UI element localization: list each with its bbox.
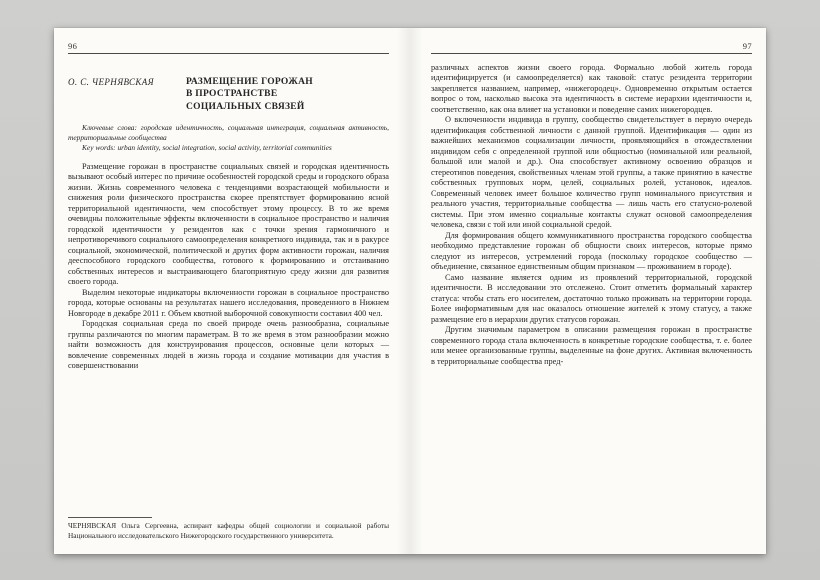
paragraph: различных аспектов жизни своего города. Формально любой житель города идентифицируется (и самоопределяется) как таковой: статус резидента территории закрепляется названием, например, «нижегородец». Одновременно открытым остается вопрос о том, насколько высока эта идентичность в системе иерархии идентичности и, соответственно, как она влияет на установки и поведение самих нижегородцев. — [431, 63, 752, 114]
paragraph: Выделим некоторые индикаторы включенности горожан в социальное пространство города, которые основаны на результатах нашего исследования, проведенного в Нижнем Новгороде в декабре 2011 г. Объем квотной выборочной совокупности составил 400 чел. — [68, 287, 389, 318]
page-header-left — [68, 41, 389, 54]
author-name: О. С. ЧЕРНЯВСКАЯ — [68, 77, 154, 87]
footnote-text: ЧЕРНЯВСКАЯ Ольга Сергеевна, аспирант кафедры общей социологии и социальной работы Национального исследовательского Нижегородского государственного университета. — [68, 521, 389, 540]
keywords-ru: Ключевые слова: городская идентичность, социальная интеграция, социальная активность, территориальные сообщества — [68, 123, 389, 142]
keywords-block — [68, 123, 389, 153]
article-title — [186, 76, 313, 113]
paragraph: Размещение горожан в пространстве социальных связей и городская идентичность вызывают особый интерес по причине особенностей городской среды и городского образа жизни. Жизнь современного человека с тенденциями возрастающей мобильности и снижения роли физического пространства скорее препятствует формированию ясной территориальной идентичности, чем способствует этому процессу. В то же время очевидны положительные эффекты включенности в социальное пространство и наличия городской идентичности у резидентов как с точки зрения гармоничного и непротиворечивого социального самоопределения конкретного индивида, так и в ракурсе социальной, экономической, политической и других форм активности горожан, наличия дееспособного городского сообщества, готового к формированию и отстаиванию собственных интересов и выстраивающего благоприятную среду жизни для развития своего города. — [68, 161, 389, 287]
page-right — [410, 28, 766, 554]
body-text-right — [431, 63, 752, 367]
article-title-line: РАЗМЕЩЕНИЕ ГОРОЖАН — [186, 77, 313, 87]
keywords-en: Key words: urban identity, social integration, social activity, territorial communities — [82, 143, 332, 153]
author-footnote — [68, 517, 389, 540]
body-text-left — [68, 162, 389, 372]
paragraph: Городская социальная среда по своей природе очень разнообразна, социальные группы различаются по многим параметрам. В то же время в этом разнообразии можно найти возможность для конструирования процессов, основные цели которых — вовлечение современных людей в жизнь города и создание мотивации для участия в совершенствовании — [68, 319, 389, 371]
page-number-right: 97 — [742, 41, 752, 51]
page-number-left: 96 — [68, 41, 78, 51]
page-header-right — [431, 41, 752, 54]
paragraph: Для формирования общего коммуникативного пространства городского сообщества необходимо представление горожан об общности своих интересов, которые прямо следуют из интересов, устремлений города (поскольку городское сообщество — объединение, связанное единственным общим признаком — проживанием в городе). — [431, 230, 752, 272]
paragraph: Само название является одним из проявлений территориальной, городской идентичности. В исследовании это отслежено. Стоит отметить формальный характер статуса: чтобы стать его носителем, достаточно только проживать на территории города. Более информативным для нас оказалось отношение жителей к этому статусу, а также размещение его в иерархии других статусов горожан. — [431, 272, 752, 324]
paragraph: Другим значимым параметром в описании размещения горожан в пространстве современного города стала включенность в конкретные городские сообщества, т. е. более или менее организованные группы, выделенные на фоне других. Активная включенность в территориальные сообщества пред- — [431, 325, 752, 366]
header-rule-left — [68, 53, 389, 54]
article-title-line: СОЦИАЛЬНЫХ СВЯЗЕЙ — [186, 101, 305, 112]
journal-spread — [54, 28, 766, 554]
article-title-line: В ПРОСТРАНСТВЕ — [186, 89, 278, 100]
paragraph: О включенности индивида в группу, сообщество свидетельствует в первую очередь идентификация собственной личности с данной группой. Идентификация — один из важнейших механизмов социализации личности, проявляющийся в отождествлении индивидом себя с определенной группой или общностью (номинальной или реальной, большой или малой и др.). Она способствует активному освоению образцов и стереотипов поведения, свойственных членам этой группы, а также принятию в качестве собственных групповых норм, целей, социальных ролей, установок, идеалов. Современный человек имеет большое количество групп номинального присутствия и реального участия, территориальные сообщества — лишь часть его статусно-ролевой системы. При этом именно социальные контакты служат основой самоопределения человека, связи с той или иной социальной средой. — [431, 115, 752, 230]
header-rule-right — [431, 53, 752, 54]
byline-block — [68, 76, 389, 113]
page-left — [54, 28, 410, 554]
footnote-rule — [68, 517, 152, 518]
